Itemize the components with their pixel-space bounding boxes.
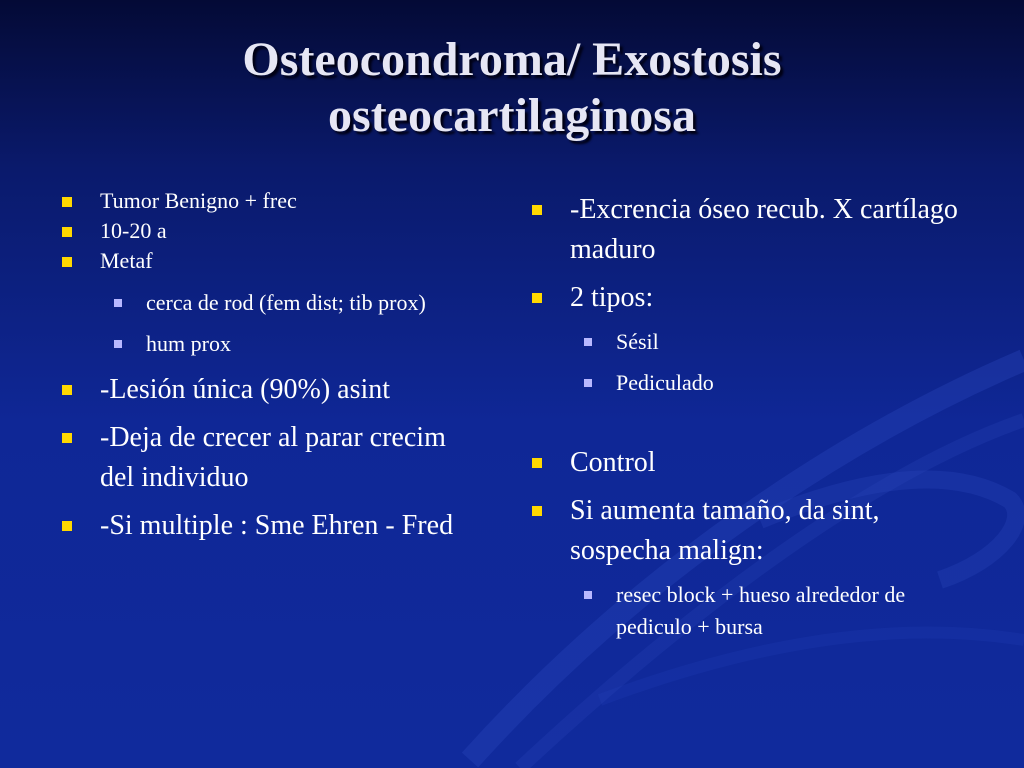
- bullet-item: [62, 506, 462, 546]
- square-bullet-icon: [62, 521, 72, 531]
- sub-bullet-item: [62, 328, 462, 360]
- bullet-item: [62, 186, 462, 216]
- bullet-item: [62, 216, 462, 246]
- bullet-text: 2 tipos:: [570, 282, 654, 313]
- bullet-text: Control: [570, 447, 656, 478]
- square-bullet-icon: [62, 385, 72, 395]
- square-bullet-icon: [532, 293, 542, 303]
- square-bullet-icon: [114, 299, 122, 307]
- bullet-text: -Deja de crecer al parar crecim del individuo: [100, 422, 446, 493]
- bullet-item: [532, 491, 962, 571]
- bullet-text: -Lesión única (90%) asint: [100, 374, 391, 405]
- sub-bullet-item: [62, 287, 462, 319]
- bullet-text: Metaf: [100, 248, 153, 273]
- sub-bullet-item: [532, 326, 962, 358]
- sub-bullet-item: [532, 579, 962, 643]
- square-bullet-icon: [62, 197, 72, 207]
- bullet-text: Si aumenta tamaño, da sint, sospecha malign:: [570, 495, 880, 566]
- bullet-text: -Si multiple : Sme Ehren - Fred: [100, 510, 454, 541]
- slide-title-line-2: osteocartilaginosa: [328, 89, 696, 142]
- bullet-item: [532, 443, 962, 483]
- bullet-text: -Excrencia óseo recub. X cartílago maduro: [570, 194, 958, 265]
- bullet-text: cerca de rod (fem dist; tib prox): [146, 290, 426, 315]
- slide-title: [60, 32, 964, 144]
- square-bullet-icon: [584, 591, 592, 599]
- square-bullet-icon: [532, 205, 542, 215]
- bullet-item: [62, 370, 462, 410]
- square-bullet-icon: [62, 433, 72, 443]
- square-bullet-icon: [114, 340, 122, 348]
- sub-bullet-item: [532, 367, 962, 399]
- square-bullet-icon: [62, 257, 72, 267]
- bullet-text: Sésil: [616, 329, 659, 354]
- square-bullet-icon: [62, 227, 72, 237]
- slide-title-line-1: Osteocondroma/ Exostosis: [242, 33, 782, 86]
- bullet-text: Tumor Benigno + frec: [100, 188, 297, 213]
- left-bullet-list: [62, 186, 462, 554]
- bullet-item: [62, 246, 462, 276]
- square-bullet-icon: [584, 338, 592, 346]
- bullet-text: hum prox: [146, 331, 231, 356]
- bullet-text: 10-20 a: [100, 218, 167, 243]
- right-bullet-list: [532, 190, 962, 653]
- bullet-text: Pediculado: [616, 370, 714, 395]
- bullet-text: resec block + hueso alrededor de pediculo + bursa: [616, 582, 906, 639]
- bullet-item: [62, 418, 462, 498]
- square-bullet-icon: [584, 379, 592, 387]
- square-bullet-icon: [532, 458, 542, 468]
- square-bullet-icon: [532, 506, 542, 516]
- bullet-item: [532, 190, 962, 270]
- bullet-item: [532, 278, 962, 318]
